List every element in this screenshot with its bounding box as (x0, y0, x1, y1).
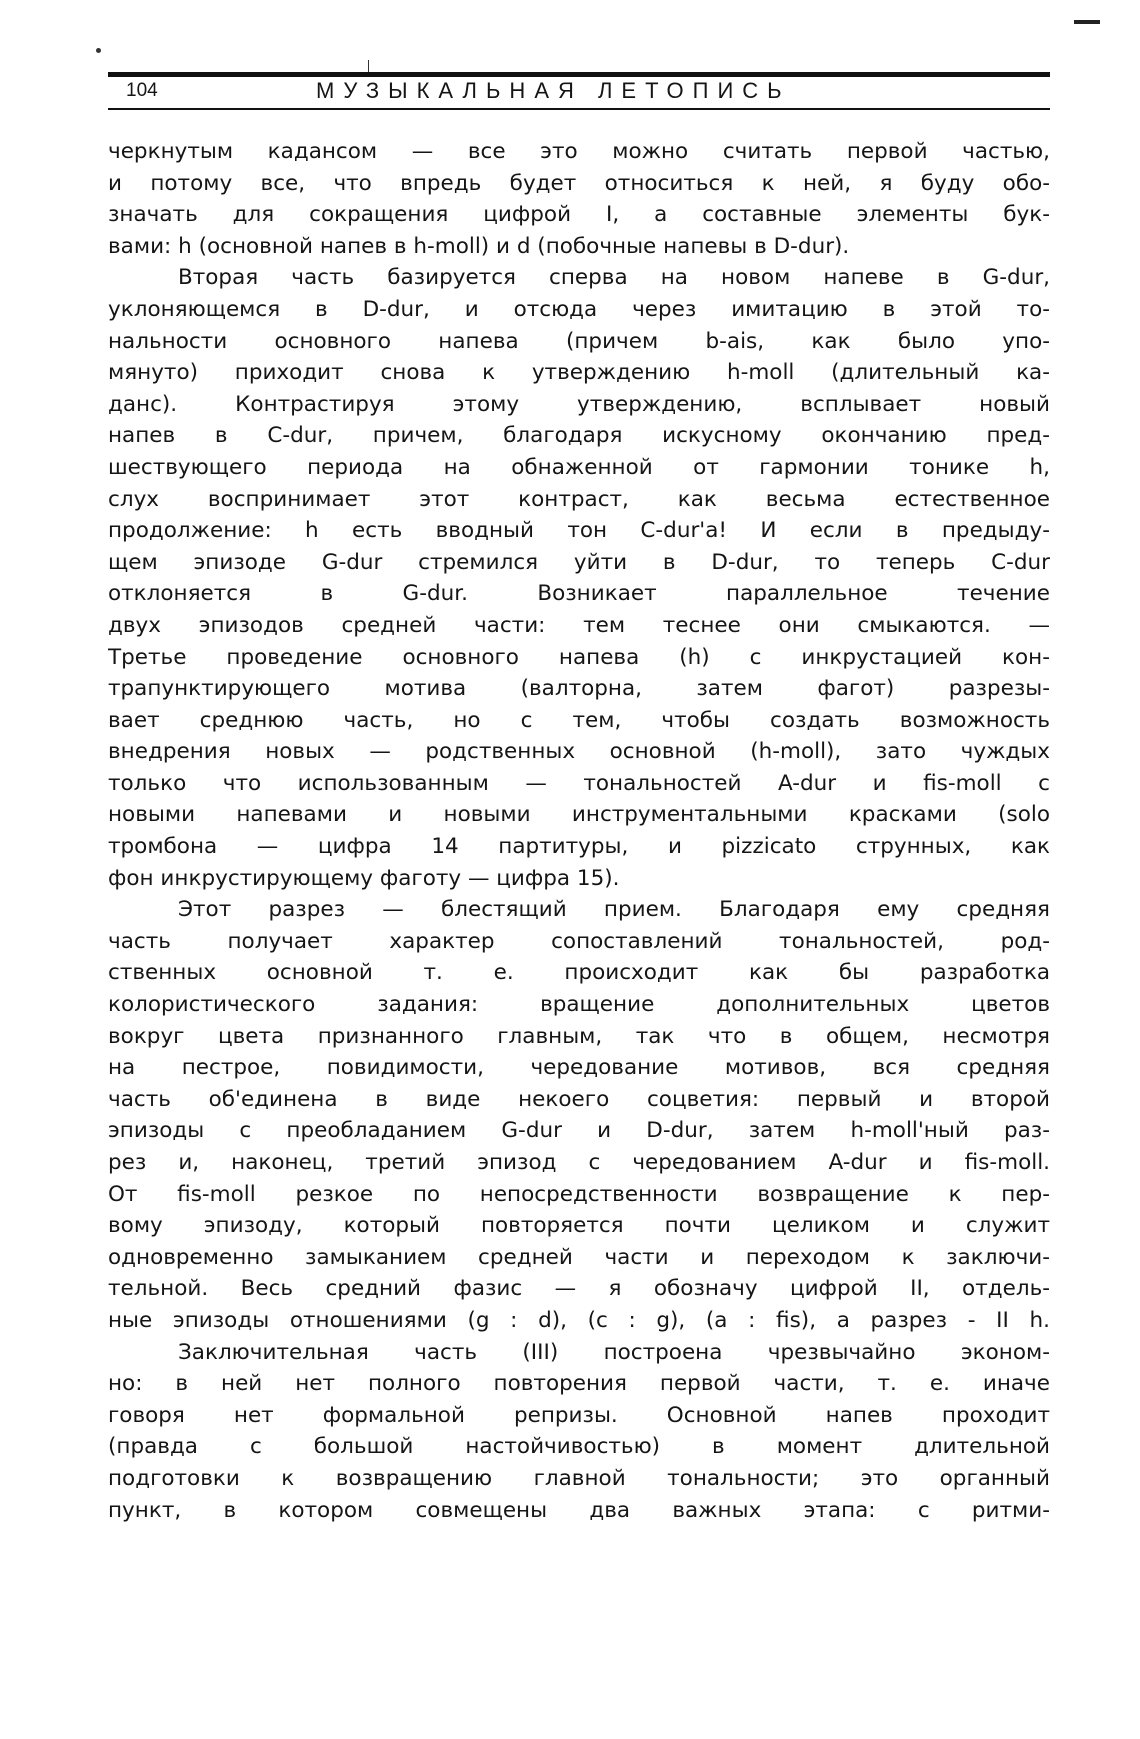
text-line: отклоняется в G-dur. Возникает параллельное течение (108, 581, 1050, 607)
text-line: говоря нет формальной репризы. Основной напев проходит (108, 1402, 1050, 1428)
header-rule-top (108, 72, 1050, 77)
running-header (108, 72, 1050, 112)
text-line: тельной. Весь средний фазис — я обозначу цифрой II, отдель- (108, 1276, 1050, 1302)
text-line: ные эпизоды отношениями (g : d), (c : g), (a : fis), а разрез - II h. (108, 1307, 1050, 1333)
text-line: шествующего периода на обнаженной от гармонии тонике h, (108, 454, 1050, 480)
text-line: уклоняющемся в D-dur, и отсюда через имитацию в этой то- (108, 296, 1050, 322)
text-line: нальности основного напева (причем b-ais, как было упо- (108, 328, 1050, 354)
text-line: данс). Контрастируя этому утверждению, всплывает новый (108, 391, 1050, 417)
print-speck (96, 48, 101, 53)
body-text (108, 136, 1050, 1526)
text-line: тромбона — цифра 14 партитуры, и pizzicato струнных, как (108, 834, 1050, 860)
text-line: ственных основной т. е. происходит как бы разработка (108, 960, 1050, 986)
text-line: От fis-moll резкое по непосредственности возвращение к пер- (108, 1181, 1050, 1207)
text-line: но: в ней нет полного повторения первой части, т. е. иначе (108, 1371, 1050, 1397)
text-line: Вторая часть базируется сперва на новом напеве в G-dur, (178, 265, 1050, 291)
text-line: вает среднюю часть, но с тем, чтобы создать возможность (108, 707, 1050, 733)
text-line: вами: h (основной напев в h-moll) и d (побочные напевы в D-dur). (108, 233, 850, 259)
text-line: вокруг цвета признанного главным, так что в общем, несмотря (108, 1023, 1050, 1049)
text-line: на пестрое, повидимости, чередование мотивов, вся средняя (108, 1055, 1050, 1081)
text-line: Заключительная часть (III) построена чрезвычайно эконом- (178, 1339, 1050, 1365)
text-line: рез и, наконец, третий эпизод с чередованием A-dur и fis-moll. (108, 1150, 1050, 1175)
text-line: внедрения новых — родственных основной (h-moll), зато чуждых (108, 739, 1050, 765)
corner-print-mark (1074, 20, 1100, 24)
text-line: часть получает характер сопоставлений тональностей, род- (108, 928, 1050, 954)
text-line: вому эпизоду, который повторяется почти целиком и служит (108, 1213, 1050, 1239)
text-line: новыми напевами и новыми инструментальными красками (solo (108, 802, 1050, 828)
text-line: мянуто) приходит снова к утверждению h-moll (длительный ка- (108, 360, 1050, 386)
print-tick (368, 60, 369, 72)
text-line: Этот разрез — блестящий прием. Благодаря ему средняя (178, 897, 1050, 923)
text-line: фон инкрустирующему фаготу — цифра 15). (108, 865, 620, 891)
text-line: (правда с большой настойчивостью) в момент длительной (108, 1434, 1050, 1460)
text-line: двух эпизодов средней части: тем теснее они смыкаются. — (108, 612, 1050, 638)
text-line: слух воспринимает этот контраст, как весьма естественное (108, 486, 1050, 512)
text-line: только что использованным — тональностей A-dur и fis-moll с (108, 770, 1050, 796)
text-line: продолжение: h есть вводный тон C-dur'a! И если в предыду- (108, 518, 1050, 544)
text-line: напев в C-dur, причем, благодаря искусному окончанию пред- (108, 423, 1050, 449)
text-line: щем эпизоде G-dur стремился уйти в D-dur, то теперь C-dur (108, 549, 1050, 575)
text-line: и потому все, что впредь будет относиться к ней, я буду обо- (108, 170, 1050, 196)
text-line: Третье проведение основного напева (h) с инкрустацией кон- (108, 644, 1050, 670)
text-line: значать для сокращения цифрой I, а составные элементы бук- (108, 202, 1050, 228)
text-line: черкнутым кадансом — все это можно считать первой частью, (108, 139, 1050, 164)
text-line: подготовки к возвращению главной тональности; это органный (108, 1465, 1050, 1491)
page-number: 104 (126, 80, 158, 101)
text-line: часть об'единена в виде некоего соцветия: первый и второй (108, 1086, 1050, 1112)
header-rule-bottom (108, 108, 1050, 110)
text-line: трапунктирующего мотива (валторна, затем фагот) разрезы- (108, 676, 1050, 702)
text-line: колористического задания: вращение дополнительных цветов (108, 992, 1050, 1018)
text-line: эпизоды с преобладанием G-dur и D-dur, затем h-moll'ный раз- (108, 1118, 1050, 1144)
running-title: МУЗЫКАЛЬНАЯ ЛЕТОПИСЬ (316, 78, 791, 103)
text-line: одновременно замыканием средней части и переходом к заключи- (108, 1244, 1050, 1270)
text-line: пункт, в котором совмещены два важных этапа: с ритми- (108, 1497, 1050, 1523)
